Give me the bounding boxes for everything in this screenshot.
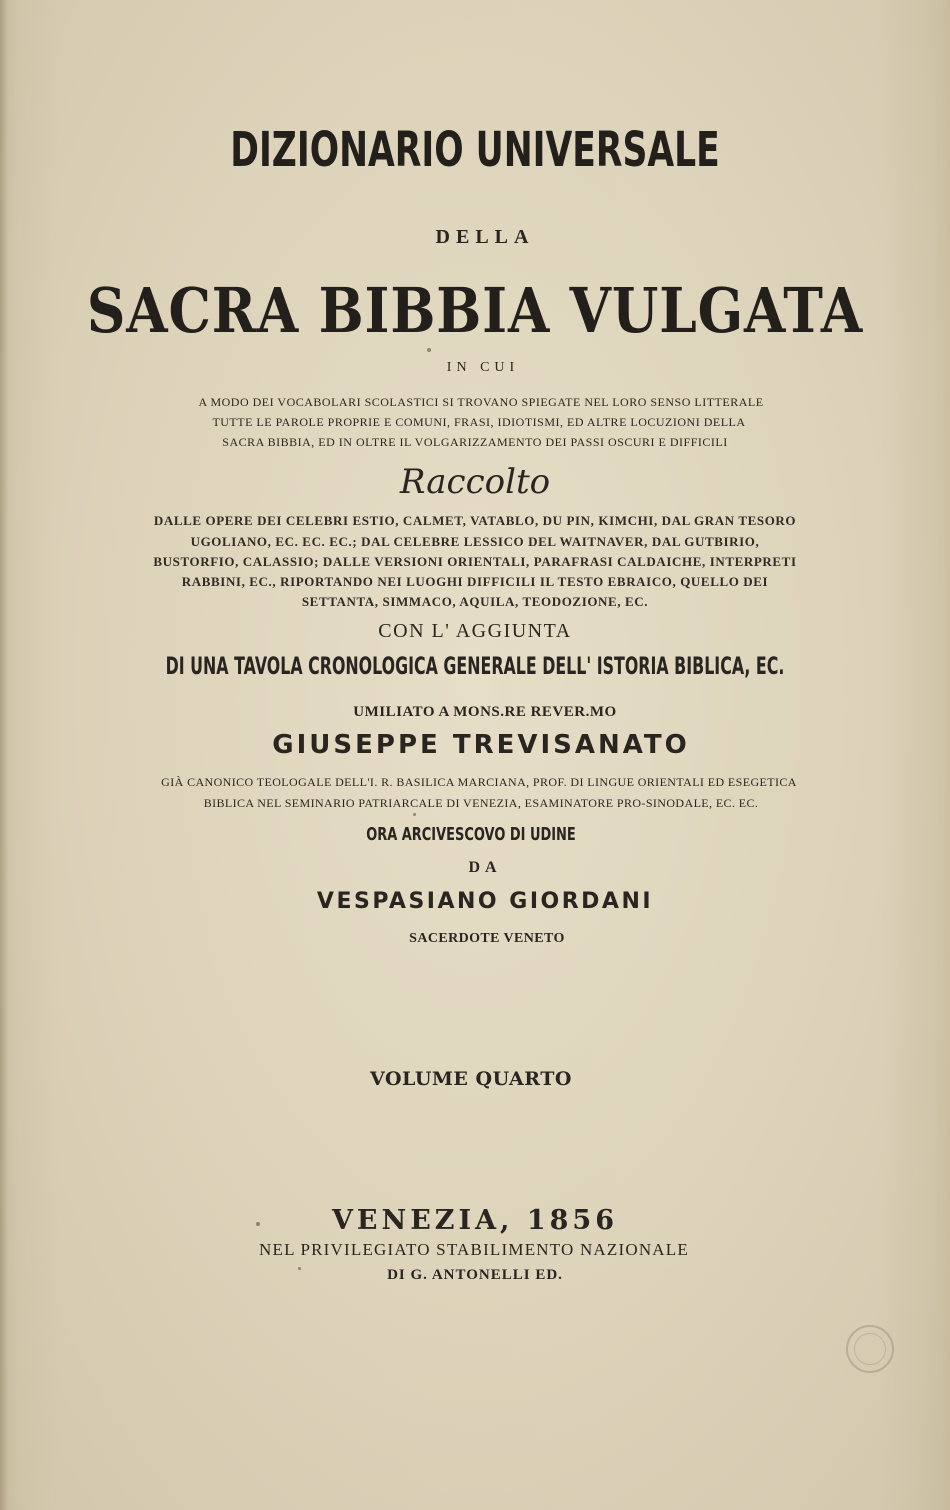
sources-line: DALLE OPERE DEI CELEBRI ESTIO, CALMET, VATABLO, DU PIN, KIMCHI, DAL GRAN TESORO [153,513,797,528]
volume-label: VOLUME QUARTO [370,1068,572,1090]
sources-line: RABBINI, EC., RIPORTANDO NEI LUOGHI DIFFICILI IL TESTO EBRAICO, QUELLO DEI [181,574,769,589]
sources-line: SETTANTA, SIMMACO, AQUILA, TEODOZIONE, EC. [301,594,649,609]
author-name: VESPASIANO GIORDANI [316,889,654,914]
da-line: DA [468,859,502,876]
description-line: A MODO DEI VOCABOLARI SCOLASTICI SI TROVANO SPIEGATE NEL LORO SENSO LITTERALE [198,395,764,409]
subtitle: SACRA BIBBIA VULGATA [86,274,864,347]
imprint-printer: NEL PRIVILEGIATO STABILIMENTO NAZIONALE [259,1240,689,1259]
dedicatee-name: GIUSEPPE TREVISANATO [272,730,690,760]
in-cui-line: IN CUI [446,360,520,375]
imprint-publisher: DI G. ANTONELLI ED. [387,1267,563,1283]
sources-line: BUSTORFIO, CALASSIO; DALLE VERSIONI ORIENTALI, PARAFRASI CALDAICHE, INTERPRETI [153,554,797,569]
dedicatee-title-line: GIÀ CANONICO TEOLOGALE DELL'I. R. BASILICA MARCIANA, PROF. DI LINGUE ORIENTALI ED ESEGETICA [161,775,797,789]
imprint-place-year: VENEZIA, 1856 [331,1205,619,1236]
ora-line: ORA ARCIVESCOVO DI UDINE [366,824,576,845]
paper-speck [298,1267,301,1270]
paper-speck [256,1222,260,1226]
paper-speck [427,348,431,352]
aggiunta-line: CON L' AGGIUNTA [378,620,572,642]
della-line: DELLA [435,226,535,248]
author-title: SACERDOTE VENETO [409,931,565,946]
description-line: SACRA BIBBIA, ED IN OLTRE IL VOLGARIZZAMENTO DEI PASSI OSCURI E DIFFICILI [222,435,728,449]
description-line: TUTTE LE PAROLE PROPRIE E COMUNI, FRASI, IDIOTISMI, ED ALTRE LOCUZIONI DELLA [212,415,746,429]
dedicatee-title-line: BIBLICA NEL SEMINARIO PATRIARCALE DI VENEZIA, ESAMINATORE PRO-SINODALE, EC. EC. [203,796,759,810]
library-stamp-icon [846,1325,894,1373]
sources-line: UGOLIANO, EC. EC. EC.; DAL CELEBRE LESSICO DEL WAITNAVER, DAL GUTBIRIO, [190,534,760,549]
raccolto-heading: Raccolto [399,462,551,502]
umiliato-line: UMILIATO A MONS.RE REVER.MO [353,704,617,720]
tavola-line: DI UNA TAVOLA CRONOLOGICA GENERALE DELL' ISTORIA BIBLICA, EC. [165,652,785,680]
main-title: DIZIONARIO UNIVERSALE [230,122,720,178]
paper-speck [413,813,416,816]
